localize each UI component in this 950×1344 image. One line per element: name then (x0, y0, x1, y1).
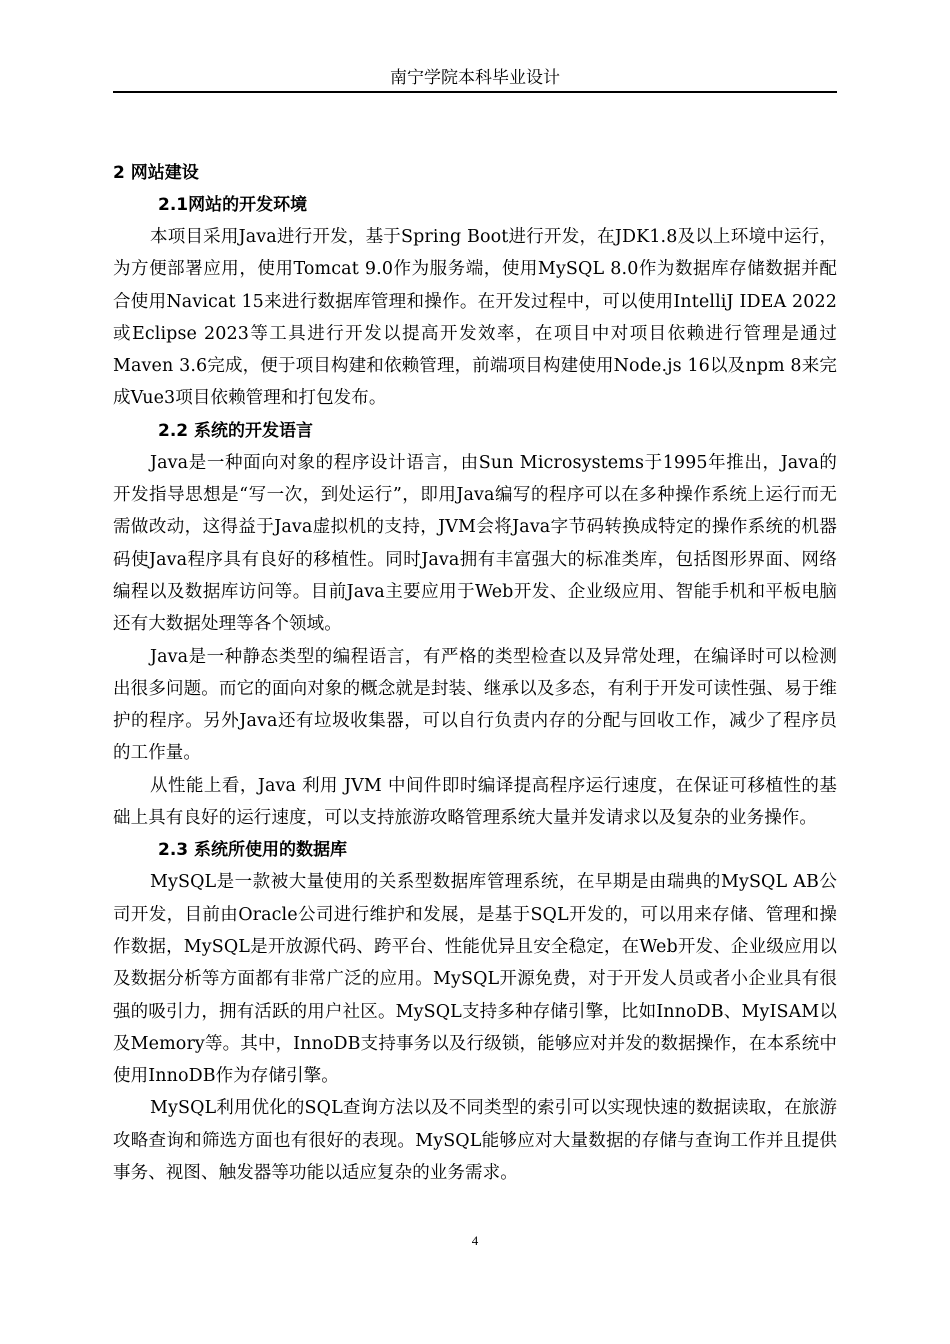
subsection-heading-2-1: 2.1网站的开发环境 (158, 195, 308, 215)
page-number: 4 (471, 1233, 479, 1248)
paragraph: MySQL是一款被大量使用的关系型数据库管理系统，在早期是由瑞典的MySQL AB公司开发，目前由Oracle公司进行维护和发展，是基于SQL开发的，可以用来存储、管理和操作数据，MySQL是开放源代码、跨平台、性能优异且安全稳定，在Web开发、企业级应用以及数据分析等方面都有非常广泛的应用。MySQL开源免费，对于开发人员或者小企业具有很强的吸引力，拥有活跃的用户社区。MySQL支持多种存储引擎，比如InnoDB、MyISAM以及Memory等。其中，InnoDB支持事务以及行级锁，能够应对并发的数据操作，在本系统中使用InnoDB作为存储引擎。 (113, 872, 837, 1087)
header-divider (113, 91, 837, 93)
section-heading: 2 网站建设 (113, 163, 199, 183)
page-header-title: 南宁学院本科毕业设计 (390, 68, 560, 88)
paragraph: 从性能上看，Java 利用 JVM 中间件即时编译提高程序运行速度，在保证可移植性的基础上具有良好的运行速度，可以支持旅游攻略管理系统大量并发请求以及复杂的业务操作。 (113, 775, 837, 829)
paragraph: Java是一种面向对象的程序设计语言，由Sun Microsystems于1995年推出，Java的开发指导思想是“写一次，到处运行”，即用Java编写的程序可以在多种操作系统上运行而无需做改动，这得益于Java虚拟机的支持，JVM会将Java字节码转换成特定的操作系统的机器码使Java程序具有良好的移植性。同时Java拥有丰富强大的标准类库，包括图形界面、网络编程以及数据库访问等。目前Java主要应用于Web开发、企业级应用、智能手机和平板电脑还有大数据处理等各个领域。 (113, 452, 837, 635)
paragraph: 本项目采用Java进行开发，基于Spring Boot进行开发，在JDK1.8及以上环境中运行，为方便部署应用，使用Tomcat 9.0作为服务端，使用MySQL 8.0作为数据库存储数据并配合使用Navicat 15来进行数据库管理和操作。在开发过程中，可以使用IntelliJ IDEA 2022或Eclipse 2023等工具进行开发以提高开发效率，在项目中对项目依赖进行管理是通过Maven 3.6完成，便于项目构建和依赖管理，前端项目构建使用Node.js 16以及npm 8来完成Vue3项目依赖管理和打包发布。 (113, 227, 837, 409)
subsection-heading-2-2: 2.2 系统的开发语言 (158, 420, 314, 441)
subsection-heading-2-3: 2.3 系统所使用的数据库 (158, 840, 348, 861)
paragraph: MySQL利用优化的SQL查询方法以及不同类型的索引可以实现快速的数据读取，在旅游攻略查询和筛选方面也有很好的表现。MySQL能够应对大量数据的存储与查询工作并且提供事务、视图、触发器等功能以适应复杂的业务需求。 (113, 1098, 837, 1184)
document-body (113, 157, 837, 1189)
paragraph: Java是一种静态类型的编程语言，有严格的类型检查以及异常处理，在编译时可以检测出很多问题。而它的面向对象的概念就是封装、继承以及多态，有利于开发可读性强、易于维护的程序。另外Java还有垃圾收集器，可以自行负责内存的分配与回收工作，减少了程序员的工作量。 (113, 646, 837, 764)
